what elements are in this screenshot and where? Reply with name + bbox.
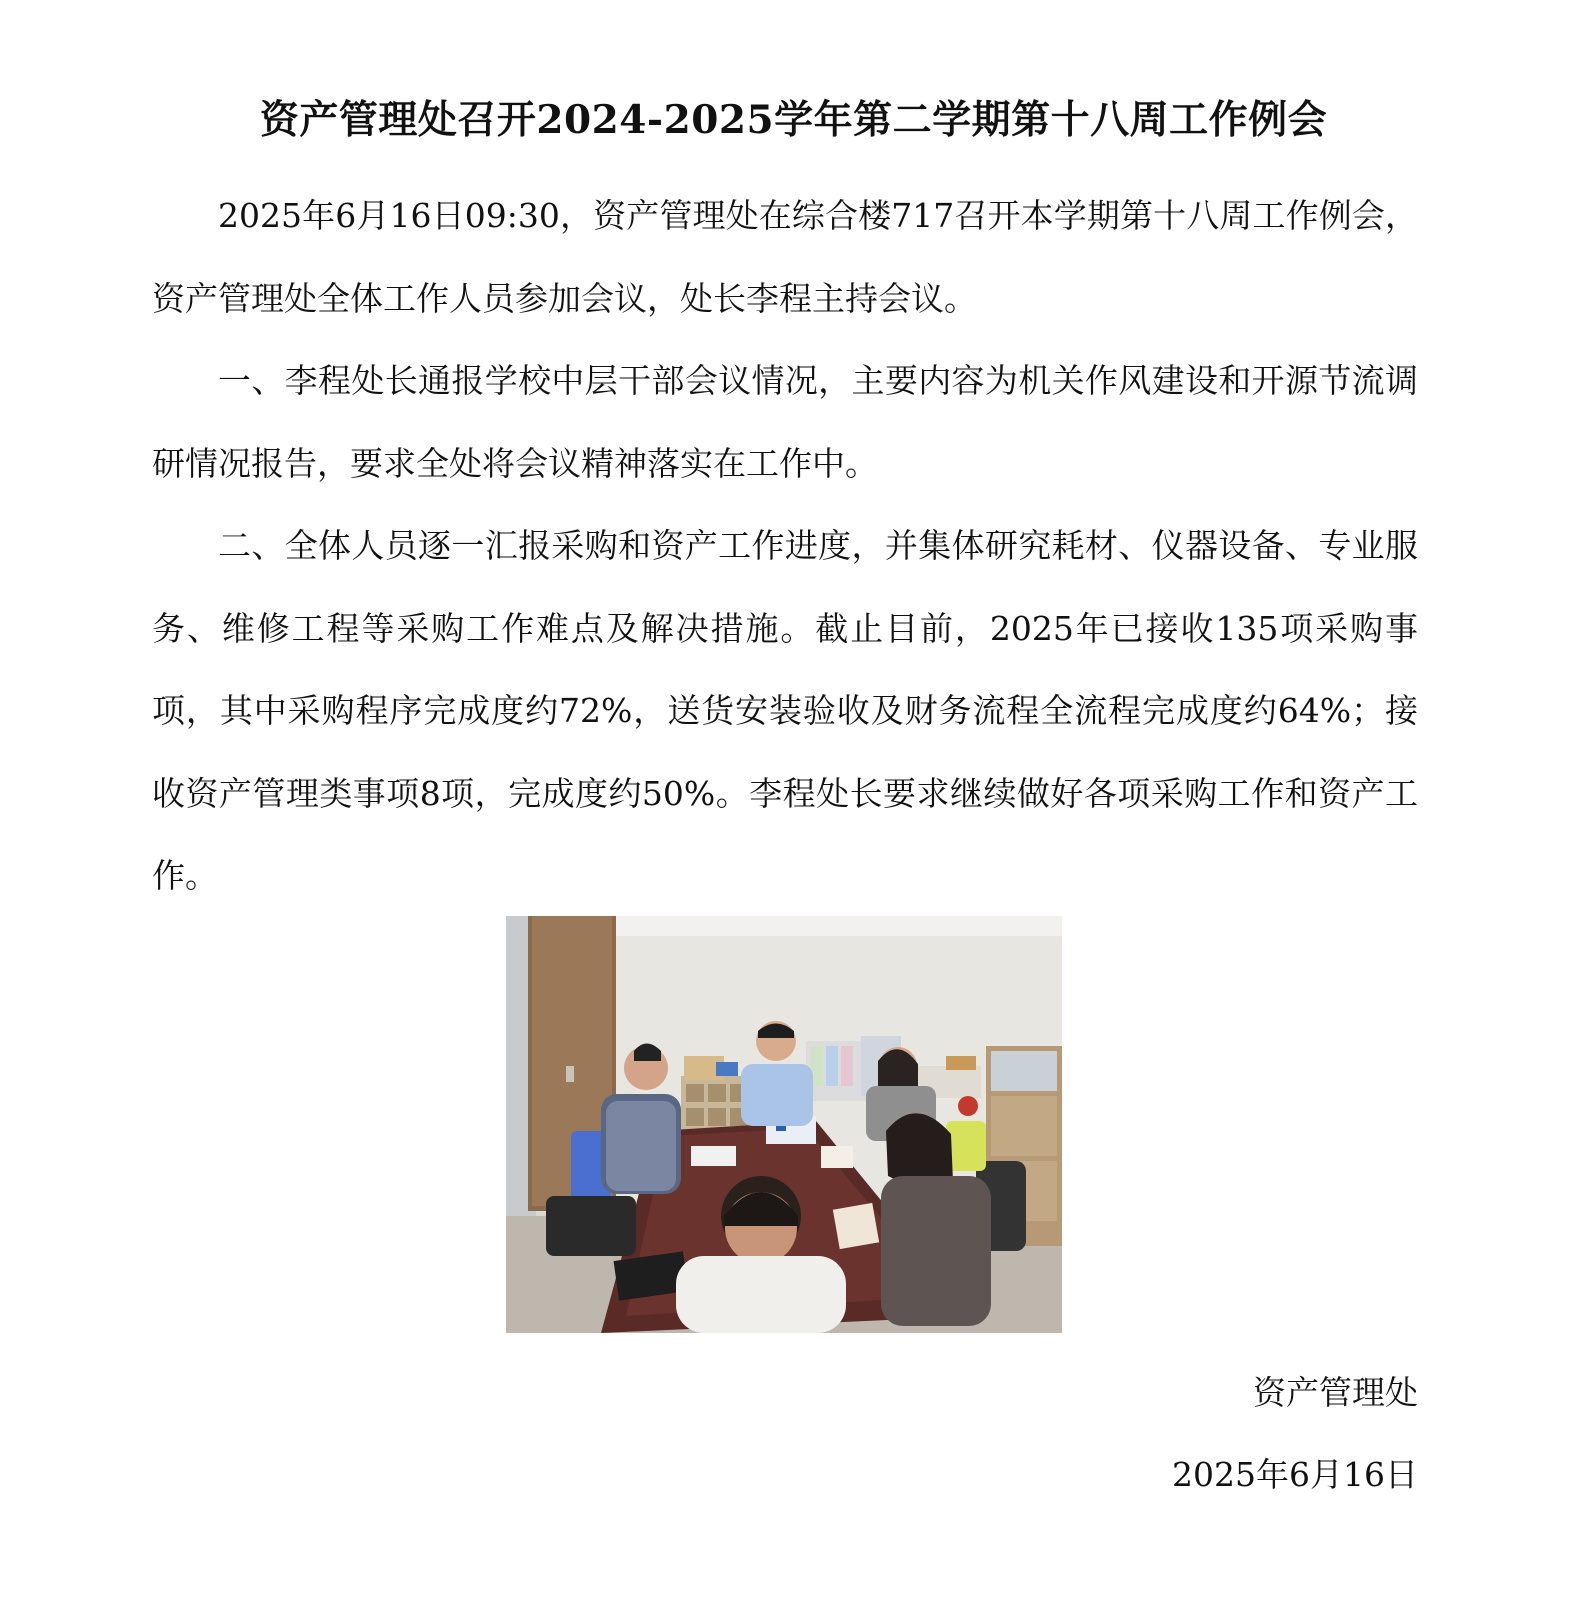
meeting-photo [506,916,1062,1333]
signature-date: 2025年6月16日 [1172,1455,1418,1494]
paragraph-item-one: 一、李程处长通报学校中层干部会议情况，主要内容为机关作风建设和开源节流调研情况报告，要求全处将会议精神落实在工作中。 [152,361,1418,483]
document-body [152,175,1418,918]
signature-organization: 资产管理处 [1253,1373,1418,1412]
document-title: 资产管理处召开2024-2025学年第二学期第十八周工作例会 [259,97,1328,143]
paragraph-item-two: 二、全体人员逐一汇报采购和资产工作进度，并集体研究耗材、仪器设备、专业服务、维修工程等采购工作难点及解决措施。截止目前，2025年已接收135项采购事项，其中采购程序完成度约72%，送货安装验收及财务流程全流程完成度约64%；接收资产管理类事项8项，完成度约50%。李程处长要求继续做好各项采购工作和资产工作。 [152,526,1418,895]
meeting-photo-illustration [506,916,1062,1333]
paragraph-intro: 2025年6月16日09:30，资产管理处在综合楼717召开本学期第十八周工作例会，资产管理处全体工作人员参加会议，处长李程主持会议。 [152,196,1418,318]
